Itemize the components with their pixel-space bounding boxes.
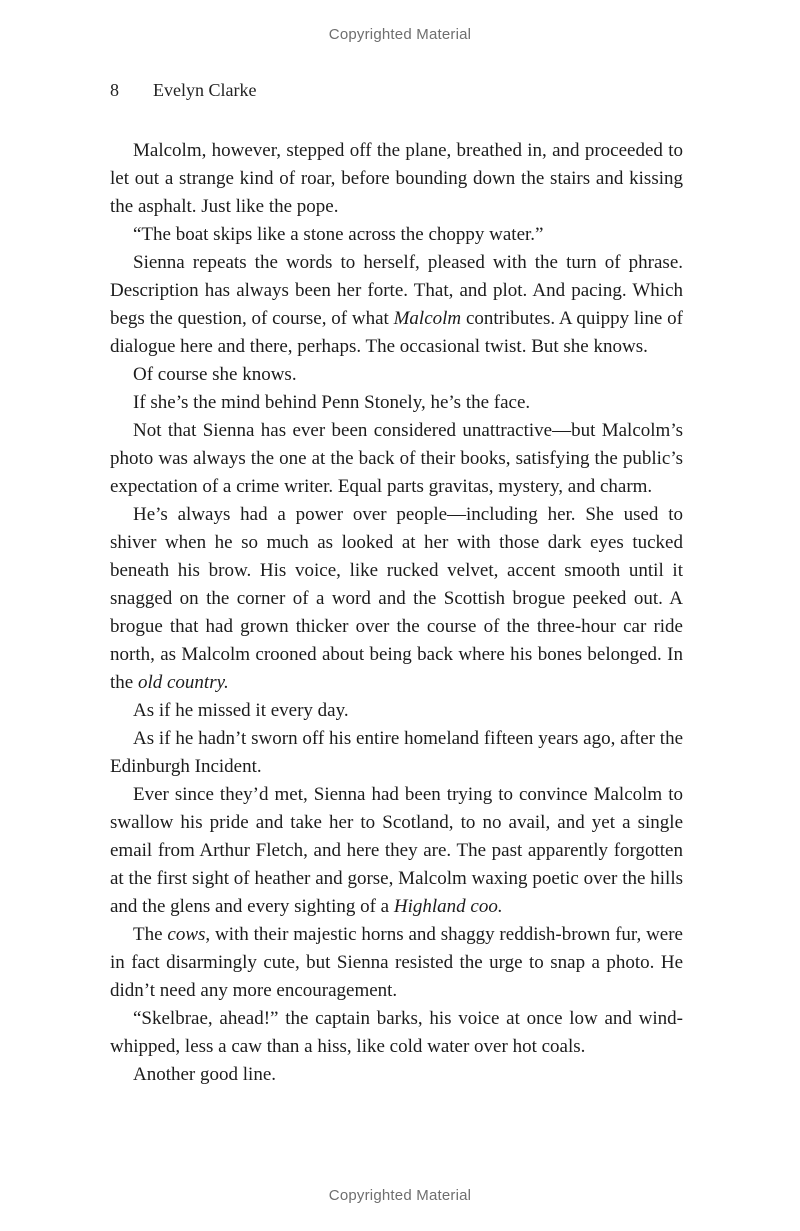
italic-text: Highland coo. [393, 896, 503, 917]
paragraph-text: Malcolm, however, stepped off the plane, breathed in, and proceeded to let out a strange kind of roar, before bounding down the stairs and kissing the asphalt. Just like the pope. [110, 140, 683, 217]
paragraph [110, 921, 683, 1005]
paragraph-text: As if he hadn’t sworn off his entire homeland fifteen years ago, after the Edinburgh Incident. [110, 728, 683, 777]
paragraph [110, 1061, 683, 1089]
paragraph [110, 389, 683, 417]
italic-text: old country. [137, 672, 229, 693]
paragraph [110, 781, 683, 921]
paragraph-text: Sienna repeats the words to herself, pleased with the turn of phrase. Description has always been her forte. That, and plot. And pacing. Which begs the question, of course, of what [110, 252, 683, 329]
watermark-top: Copyrighted Material [328, 26, 472, 43]
paragraph [110, 725, 683, 781]
author-name: Evelyn Clarke [153, 80, 257, 100]
paragraph-text: Ever since they’d met, Sienna had been trying to convince Malcolm to swallow his pride and take her to Scotland, to no avail, and yet a single email from Arthur Fletch, and here they are. The past apparently forgotten at the first sight of heather and gorse, Malcolm waxing poetic over the hills and the glens and every sighting of a [110, 784, 683, 917]
paragraph-text: , with their majestic horns and shaggy reddish-brown fur, were in fact disarmingly cute, but Sienna resisted the urge to snap a photo. He didn’t need any more encouragement. [110, 924, 683, 1001]
watermark-bottom: Copyrighted Material [328, 1187, 472, 1204]
paragraph-text: Not that Sienna has ever been considered unattractive—but Malcolm’s photo was always the one at the back of their books, satisfying the public’s expectation of a crime writer. Equal parts gravitas, mystery, and charm. [110, 420, 683, 497]
running-header [110, 80, 256, 101]
paragraph [110, 137, 683, 221]
paragraph-text: The [133, 924, 168, 945]
paragraph [110, 221, 683, 249]
paragraph-text: “The boat skips like a stone across the choppy water.” [133, 224, 544, 245]
paragraph-text: contributes. A quippy line of dialogue here and there, perhaps. The occasional twist. But she knows. [110, 308, 683, 357]
page-number: 8 [110, 80, 119, 100]
paragraph-text: “Skelbrae, ahead!” the captain barks, his voice at once low and wind-whipped, less a caw than a hiss, like cold water over hot coals. [110, 1008, 683, 1057]
paragraph [110, 249, 683, 361]
paragraph-text: Of course she knows. [133, 364, 297, 385]
body-text [110, 137, 683, 1089]
paragraph-text: As if he missed it every day. [133, 700, 349, 721]
italic-text: cows [167, 924, 206, 945]
paragraph-text: Another good line. [133, 1064, 277, 1085]
paragraph-text: If she’s the mind behind Penn Stonely, he’s the face. [133, 392, 531, 413]
italic-text: Malcolm [393, 308, 462, 329]
paragraph-text: He’s always had a power over people—including her. She used to shiver when he so much as looked at her with those dark eyes tucked beneath his brow. His voice, like rucked velvet, accent smooth until it snagged on the corner of a word and the Scottish brogue peeked out. A brogue that had grown thicker over the course of the three-hour car ride north, as Malcolm crooned about being back where his bones belonged. In the [110, 504, 683, 693]
paragraph [110, 417, 683, 501]
paragraph [110, 501, 683, 697]
paragraph [110, 697, 683, 725]
paragraph [110, 1005, 683, 1061]
paragraph [110, 361, 683, 389]
